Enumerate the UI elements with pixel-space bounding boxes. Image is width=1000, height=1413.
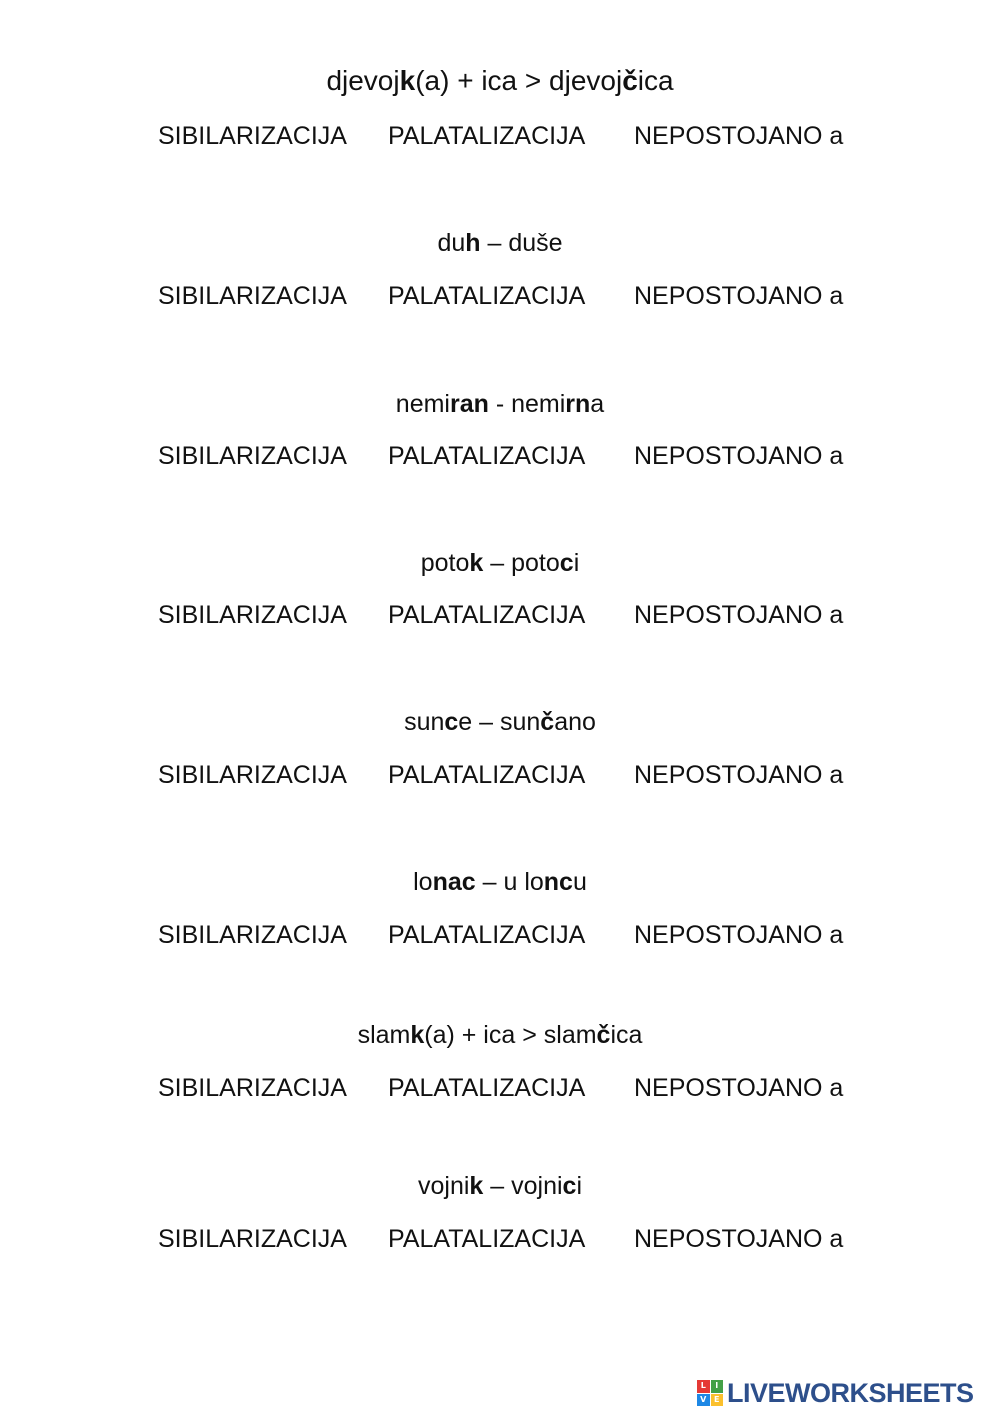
option-nepostojano-a[interactable]: NEPOSTOJANO a	[634, 282, 844, 310]
word-pair	[0, 228, 1000, 258]
word-segment: lo	[413, 868, 433, 896]
option-nepostojano-a[interactable]: NEPOSTOJANO a	[634, 1074, 844, 1102]
word-segment: – u lo	[475, 868, 544, 896]
option-sibilarizacija[interactable]: SIBILARIZACIJA	[158, 442, 347, 470]
answer-options	[0, 600, 1000, 630]
option-sibilarizacija[interactable]: SIBILARIZACIJA	[158, 1225, 347, 1253]
highlighted-segment: ran	[449, 390, 489, 418]
option-palatalizacija[interactable]: PALATALIZACIJA	[388, 921, 586, 949]
word-segment: ica	[610, 1021, 643, 1049]
word-segment: (a) + ica > slam	[424, 1021, 597, 1049]
highlighted-segment: č	[596, 1021, 611, 1049]
answer-options	[0, 281, 1000, 311]
liveworksheets-logo	[697, 1378, 974, 1408]
option-palatalizacija[interactable]: PALATALIZACIJA	[388, 1074, 586, 1102]
option-nepostojano-a[interactable]: NEPOSTOJANO a	[634, 122, 844, 150]
word-segment: a	[590, 390, 605, 418]
word-segment: i	[576, 1172, 582, 1200]
word-pair	[0, 548, 1000, 578]
option-nepostojano-a[interactable]: NEPOSTOJANO a	[634, 442, 844, 470]
highlighted-segment: c	[444, 708, 459, 736]
answer-options	[0, 121, 1000, 151]
word-segment: – vojni	[483, 1172, 563, 1200]
option-palatalizacija[interactable]: PALATALIZACIJA	[388, 1225, 586, 1253]
word-segment: - nemi	[488, 390, 566, 418]
highlighted-segment: rn	[565, 390, 591, 418]
answer-options	[0, 760, 1000, 790]
option-sibilarizacija[interactable]: SIBILARIZACIJA	[158, 601, 347, 629]
highlighted-segment: c	[562, 1172, 577, 1200]
answer-options	[0, 441, 1000, 471]
word-pair	[0, 707, 1000, 737]
word-pair	[0, 1171, 1000, 1201]
liveworksheets-logo-icon	[697, 1380, 723, 1406]
highlighted-segment: k	[469, 549, 484, 577]
option-palatalizacija[interactable]: PALATALIZACIJA	[388, 442, 586, 470]
option-nepostojano-a[interactable]: NEPOSTOJANO a	[634, 761, 844, 789]
logo-letter: E	[711, 1394, 724, 1407]
highlighted-segment: k	[399, 65, 416, 96]
highlighted-segment: k	[410, 1021, 425, 1049]
option-nepostojano-a[interactable]: NEPOSTOJANO a	[634, 1225, 844, 1253]
word-pair	[0, 66, 1000, 96]
answer-options	[0, 920, 1000, 950]
highlighted-segment: c	[559, 549, 574, 577]
word-segment: slam	[357, 1021, 411, 1049]
option-sibilarizacija[interactable]: SIBILARIZACIJA	[158, 1074, 347, 1102]
word-segment: u	[572, 868, 587, 896]
word-segment: (a) + ica > djevoj	[415, 65, 623, 96]
logo-letter: I	[711, 1380, 724, 1393]
word-segment: nemi	[395, 390, 450, 418]
word-segment: ano	[554, 708, 596, 736]
word-segment: vojni	[417, 1172, 470, 1200]
highlighted-segment: nc	[543, 868, 573, 896]
word-segment: – poto	[483, 549, 560, 577]
word-segment: i	[573, 549, 580, 577]
option-palatalizacija[interactable]: PALATALIZACIJA	[388, 122, 586, 150]
answer-options	[0, 1073, 1000, 1103]
highlighted-segment: h	[465, 229, 481, 257]
word-segment: poto	[420, 549, 470, 577]
option-sibilarizacija[interactable]: SIBILARIZACIJA	[158, 921, 347, 949]
word-pair	[0, 867, 1000, 897]
word-segment: e – sun	[458, 708, 541, 736]
option-sibilarizacija[interactable]: SIBILARIZACIJA	[158, 282, 347, 310]
option-palatalizacija[interactable]: PALATALIZACIJA	[388, 601, 586, 629]
word-segment: ica	[637, 65, 674, 96]
word-segment: – du	[480, 229, 537, 257]
option-sibilarizacija[interactable]: SIBILARIZACIJA	[158, 122, 347, 150]
word-segment: djevoj	[326, 65, 400, 96]
word-segment: du	[437, 229, 466, 257]
option-nepostojano-a[interactable]: NEPOSTOJANO a	[634, 601, 844, 629]
answer-options	[0, 1224, 1000, 1254]
highlighted-segment: k	[469, 1172, 484, 1200]
logo-brand-text: LIVEWORKSHEETS	[727, 1377, 974, 1408]
word-pair	[0, 1020, 1000, 1050]
option-sibilarizacija[interactable]: SIBILARIZACIJA	[158, 761, 347, 789]
option-palatalizacija[interactable]: PALATALIZACIJA	[388, 761, 586, 789]
highlighted-segment: č	[540, 708, 555, 736]
word-segment: e	[548, 229, 563, 257]
option-nepostojano-a[interactable]: NEPOSTOJANO a	[634, 921, 844, 949]
logo-letter: V	[697, 1394, 710, 1407]
highlighted-segment: nac	[432, 868, 476, 896]
word-pair	[0, 389, 1000, 419]
word-segment: sun	[404, 708, 445, 736]
word-segment: š	[536, 229, 549, 257]
option-palatalizacija[interactable]: PALATALIZACIJA	[388, 282, 586, 310]
highlighted-segment: č	[622, 65, 638, 96]
logo-letter: L	[697, 1380, 710, 1393]
